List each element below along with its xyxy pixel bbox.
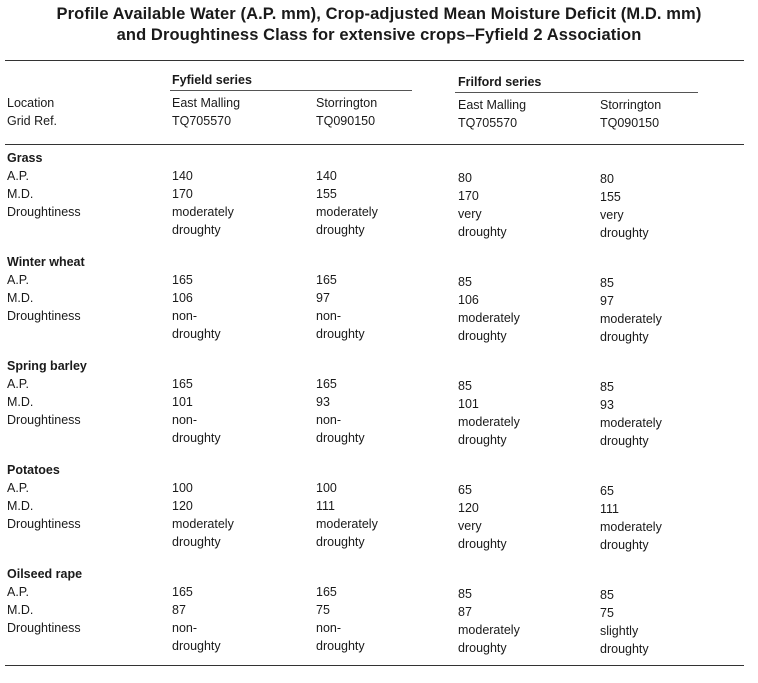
series-heading-frilford: Frilford series <box>458 75 542 89</box>
col3-location: East Malling <box>458 98 527 112</box>
potatoes-droughtiness-1-col4: moderately <box>600 520 662 534</box>
oilseed-rape-droughtiness-2-col4: droughty <box>600 642 649 656</box>
title-line-1: Profile Available Water (A.P. mm), Crop-adjusted Mean Moisture Deficit (M.D. mm) <box>56 5 702 23</box>
spring-barley-ap-col1: 165 <box>172 377 193 391</box>
oilseed-rape-droughtiness-1-col1: non- <box>172 621 198 635</box>
winter-wheat-ap-col4: 85 <box>600 276 614 290</box>
grass-md-col2: 155 <box>316 187 337 201</box>
winter-wheat-ap-col3: 85 <box>458 275 472 289</box>
potatoes-md-col1: 120 <box>172 499 193 513</box>
oilseed-rape-md-col1: 87 <box>172 603 186 617</box>
winter-wheat-ap-col1: 165 <box>172 273 193 287</box>
location-label: Location <box>7 96 55 110</box>
potatoes-droughtiness-2-col1: droughty <box>172 535 221 549</box>
potatoes-ap-col1: 100 <box>172 481 193 495</box>
winter-wheat-droughtiness-1-col4: moderately <box>600 312 662 326</box>
grass-md-col1: 170 <box>172 187 193 201</box>
potatoes-droughtiness-2-col2: droughty <box>316 535 365 549</box>
winter-wheat-ap-col2: 165 <box>316 273 337 287</box>
series-heading-fyfield: Fyfield series <box>172 73 252 87</box>
grass-md-col4: 155 <box>600 190 621 204</box>
grass-droughtiness-2-col1: droughty <box>172 223 221 237</box>
potatoes-droughtiness-1-col1: moderately <box>172 517 234 531</box>
row-label-a-p: A.P. <box>7 585 30 599</box>
potatoes-droughtiness-1-col2: moderately <box>316 517 378 531</box>
oilseed-rape-droughtiness-1-col4: slightly <box>600 624 639 638</box>
winter-wheat-droughtiness-2-col1: droughty <box>172 327 221 341</box>
potatoes-md-col3: 120 <box>458 501 479 515</box>
col2-grid-ref: TQ090150 <box>316 114 376 128</box>
grass-droughtiness-2-col3: droughty <box>458 225 507 239</box>
crop-name-grass: Grass <box>7 151 43 165</box>
oilseed-rape-droughtiness-1-col3: moderately <box>458 623 520 637</box>
spring-barley-droughtiness-1-col2: non- <box>316 413 342 427</box>
potatoes-md-col4: 111 <box>600 502 620 516</box>
potatoes-droughtiness-2-col4: droughty <box>600 538 649 552</box>
crop-name-winter-wheat: Winter wheat <box>7 255 85 269</box>
grass-droughtiness-1-col1: moderately <box>172 205 234 219</box>
grass-droughtiness-1-col3: very <box>458 207 482 221</box>
row-label-m-d: M.D. <box>7 395 34 409</box>
spring-barley-droughtiness-1-col3: moderately <box>458 415 520 429</box>
potatoes-ap-col4: 65 <box>600 484 614 498</box>
col4-grid-ref: TQ090150 <box>600 116 660 130</box>
spring-barley-ap-col4: 85 <box>600 380 614 394</box>
row-label-droughtiness: Droughtiness <box>7 205 81 219</box>
spring-barley-droughtiness-2-col1: droughty <box>172 431 221 445</box>
potatoes-ap-col3: 65 <box>458 483 472 497</box>
crop-name-oilseed-rape: Oilseed rape <box>7 567 83 581</box>
oilseed-rape-ap-col4: 85 <box>600 588 614 602</box>
winter-wheat-md-col2: 97 <box>316 291 330 305</box>
oilseed-rape-droughtiness-2-col3: droughty <box>458 641 507 655</box>
col1-grid-ref: TQ705570 <box>172 114 232 128</box>
row-label-m-d: M.D. <box>7 499 34 513</box>
title-line-2: and Droughtiness Class for extensive crops–Fyfield 2 Association <box>116 26 642 44</box>
row-label-droughtiness: Droughtiness <box>7 517 81 531</box>
spring-barley-droughtiness-2-col3: droughty <box>458 433 507 447</box>
oilseed-rape-md-col4: 75 <box>600 606 614 620</box>
row-label-m-d: M.D. <box>7 291 34 305</box>
top-rule <box>5 60 744 61</box>
spring-barley-droughtiness-1-col4: moderately <box>600 416 662 430</box>
row-label-droughtiness: Droughtiness <box>7 309 81 323</box>
grass-droughtiness-2-col4: droughty <box>600 226 649 240</box>
row-label-droughtiness: Droughtiness <box>7 621 81 635</box>
spring-barley-ap-col2: 165 <box>316 377 337 391</box>
bottom-rule <box>5 665 744 666</box>
col3-grid-ref: TQ705570 <box>458 116 518 130</box>
potatoes-droughtiness-1-col3: very <box>458 519 482 533</box>
oilseed-rape-md-col3: 87 <box>458 605 472 619</box>
oilseed-rape-droughtiness-1-col2: non- <box>316 621 342 635</box>
winter-wheat-md-col4: 97 <box>600 294 614 308</box>
row-label-m-d: M.D. <box>7 603 34 617</box>
row-label-a-p: A.P. <box>7 481 30 495</box>
series-rule-frilford <box>455 92 698 93</box>
winter-wheat-droughtiness-1-col3: moderately <box>458 311 520 325</box>
row-label-droughtiness: Droughtiness <box>7 413 81 427</box>
grass-ap-col4: 80 <box>600 172 614 186</box>
potatoes-ap-col2: 100 <box>316 481 337 495</box>
grid-ref-label: Grid Ref. <box>7 114 58 128</box>
winter-wheat-droughtiness-2-col3: droughty <box>458 329 507 343</box>
col1-location: East Malling <box>172 96 241 110</box>
spring-barley-md-col4: 93 <box>600 398 614 412</box>
row-label-m-d: M.D. <box>7 187 34 201</box>
grass-ap-col2: 140 <box>316 169 337 183</box>
row-label-a-p: A.P. <box>7 169 30 183</box>
col4-location: Storrington <box>600 98 662 112</box>
winter-wheat-droughtiness-2-col4: droughty <box>600 330 649 344</box>
grass-ap-col3: 80 <box>458 171 472 185</box>
winter-wheat-droughtiness-1-col1: non- <box>172 309 198 323</box>
oilseed-rape-md-col2: 75 <box>316 603 330 617</box>
col2-location: Storrington <box>316 96 378 110</box>
potatoes-md-col2: 111 <box>316 499 336 513</box>
spring-barley-ap-col3: 85 <box>458 379 472 393</box>
spring-barley-droughtiness-2-col2: droughty <box>316 431 365 445</box>
winter-wheat-md-col1: 106 <box>172 291 193 305</box>
oilseed-rape-ap-col3: 85 <box>458 587 472 601</box>
crop-name-spring-barley: Spring barley <box>7 359 87 373</box>
spring-barley-md-col1: 101 <box>172 395 193 409</box>
oilseed-rape-droughtiness-2-col2: droughty <box>316 639 365 653</box>
grass-droughtiness-1-col2: moderately <box>316 205 378 219</box>
grass-droughtiness-1-col4: very <box>600 208 624 222</box>
header-rule <box>5 144 744 145</box>
potatoes-droughtiness-2-col3: droughty <box>458 537 507 551</box>
row-label-a-p: A.P. <box>7 273 30 287</box>
grass-md-col3: 170 <box>458 189 479 203</box>
spring-barley-droughtiness-1-col1: non- <box>172 413 198 427</box>
series-rule-fyfield <box>170 90 412 91</box>
table-title <box>0 4 758 46</box>
winter-wheat-md-col3: 106 <box>458 293 479 307</box>
oilseed-rape-ap-col2: 165 <box>316 585 337 599</box>
winter-wheat-droughtiness-1-col2: non- <box>316 309 342 323</box>
row-label-a-p: A.P. <box>7 377 30 391</box>
spring-barley-md-col3: 101 <box>458 397 479 411</box>
spring-barley-md-col2: 93 <box>316 395 330 409</box>
winter-wheat-droughtiness-2-col2: droughty <box>316 327 365 341</box>
grass-ap-col1: 140 <box>172 169 193 183</box>
spring-barley-droughtiness-2-col4: droughty <box>600 434 649 448</box>
oilseed-rape-droughtiness-2-col1: droughty <box>172 639 221 653</box>
grass-droughtiness-2-col2: droughty <box>316 223 365 237</box>
crop-name-potatoes: Potatoes <box>7 463 60 477</box>
oilseed-rape-ap-col1: 165 <box>172 585 193 599</box>
